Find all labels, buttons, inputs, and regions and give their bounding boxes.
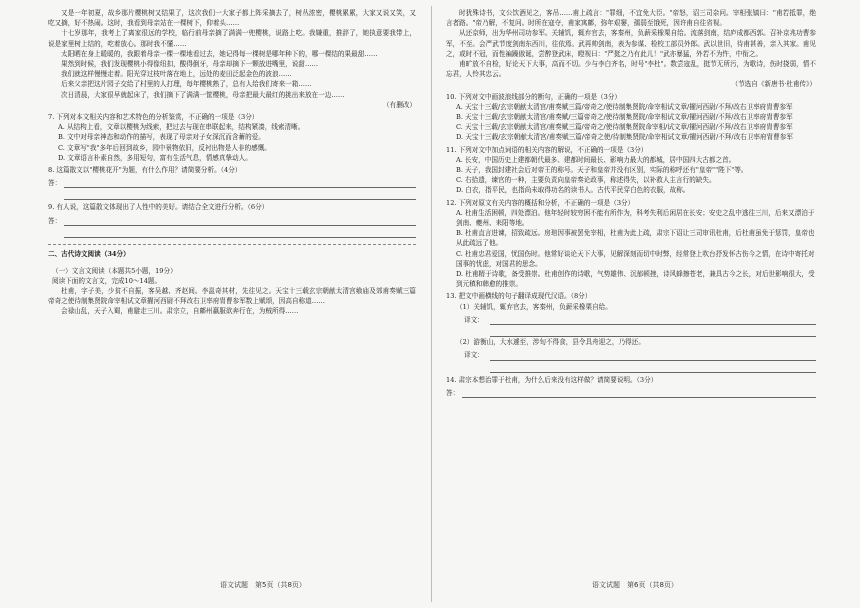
- question-12-option-a: A. 杜甫生活困顿，四处漂泊。他年轻时较穷困不能有所作为，科考失利后闲居在长安；安史之乱中逃往三川，后来又漂泊于剑南、夔州、耒阳等地。: [456, 208, 815, 228]
- classical-paragraph: 从还京师，出为华州司功参军。关辅饥，辄弃官去，客秦州，负薪采橡栗自给。流落剑南，结庐成都西郭。召补京兆功曹参军，不至。会严武节度剑南东西川，往依焉。武再帅剑南，表为参谋、检校工部员外郎。武以世旧，待甫甚善，亲入其家。甫见之，或时不冠，而性褊躁傲诞，尝醉登武床，瞪视曰："严挺之乃有此儿！"武亦暴猛，外若不为忤，中衔之。: [446, 29, 816, 58]
- question-13-sentence-2: （2）游衡山，大水遽至，涉旬不得食，县令具舟迎之，乃得还。: [456, 338, 645, 347]
- passage-paragraph: 果然到时候，我们发现樱桃小得像纽扣，酸得倒牙，母亲却摘下一颗放进嘴里，说甜……: [61, 60, 319, 69]
- question-11-stem: 11. 下列对文中加点词语的相关内容的解说，不正确的一项是（3分）: [446, 145, 648, 154]
- question-11-option-b: B. 天子，我国封建社会后对帝王的称号。天子和皇帝并没有区别，实际的称呼还有"皇帝""陛下"等。: [456, 166, 748, 175]
- question-10-stem: 10. 下列对文中画波浪线部分的断句，正确的一项是（3分）: [446, 92, 622, 101]
- classical-paragraph: 会禄山乱，天子入蜀，甫避走三川。肃宗立，自鄜州羸服欲奔行在，为贼所得……: [61, 307, 299, 316]
- classical-paragraph: 杜甫，字子美，少贫不自振，客吴越、齐赵间。李邕奇其材，先往见之。天宝十三载玄宗朝献太清宫飨庙及郊甫奏赋三篇帝奇之使待制集贤院命宰相试文章擢河西尉不拜改右卫率府胄曹参军数上赋颂，因高自称道……: [48, 287, 416, 306]
- right-page: [446, 8, 816, 580]
- answer-line: [64, 178, 416, 188]
- answer-label: 答：: [48, 179, 62, 188]
- answer-label: 译文：: [464, 351, 484, 360]
- question-13-sentence-1: （1）关辅饥，辄弃官去，客秦州，负薪采橡栗自给。: [456, 302, 612, 311]
- page-divider: [431, 6, 432, 602]
- classical-paragraph: 甫旷放不自检，好论天下大事，高而不切。少与李白齐名，时号"李杜"。数尝寇乱，挺节无所污，为歌诗，伤时挠弱，情不忘君，人怜其忠云。: [446, 60, 816, 79]
- subsection-title: （一）文言文阅读（本题共5小题，19分）: [52, 266, 177, 275]
- question-9-stem: 9. 有人说，这篇散文体现出了人性中的美好。请结合全文进行分析。（6分）: [48, 203, 269, 212]
- classical-source-note: （节选自《新唐书·杜甫传》）: [731, 80, 816, 89]
- question-12-option-b: B. 杜甫直言进谏，招致疏远。房琯因事被罢免宰相，杜甫为此上疏，肃宗下诏让三司审讯杜甫，后杜甫虽免于惩罚，皇帝也从此疏远了他。: [456, 229, 815, 248]
- question-10-option-b: B. 天宝十三载/玄宗朝献太清宫/甫奏赋/三篇帝奇之/使待制集贤院/命宰相试文章/擢河西尉/不拜/改右卫率府胄曹参军: [456, 113, 793, 122]
- question-13-1-answer-area: [446, 315, 816, 325]
- question-14-answer-area: [446, 388, 816, 398]
- section-divider: [48, 244, 416, 245]
- passage-paragraph: 十七岁那年，我考上了离家很远的学校，临行前母亲摘了满满一兜樱桃，说路上吃。我嫌重，推辞了，她执意要我带上，说是家里树上结的，吃着放心。那时我不懂……: [48, 29, 416, 48]
- instruction: 阅读下面的文言文，完成10～14题。: [52, 276, 162, 285]
- page-footer-left: 语文试题 第5页（共8页）: [220, 581, 306, 589]
- answer-label: 答：: [446, 388, 460, 397]
- answer-label: 答：: [48, 216, 62, 225]
- question-11-option-d: D. 白衣，指平民，也指尚未取得功名的读书人。古代平民穿白色的衣服，故称。: [456, 186, 690, 195]
- question-7-option-c: C. 文章写"我"多年后回到故乡，园中景物依旧，反衬出物是人非的感慨。: [58, 143, 271, 152]
- question-11-option-c: C. 右拾遗，谏官的一种，主要负责向皇帝奏论政事，称述得失，以补救人主言行的缺失。: [456, 176, 716, 185]
- question-7-stem: 7. 下列对本文相关内容和艺术特色的分析鉴赏，不正确的一项是（3分）: [48, 113, 259, 122]
- answer-line: [64, 216, 416, 226]
- question-13-2-answer-area: [446, 350, 816, 360]
- page-footer-right: 语文试题 第6页（共8页）: [592, 581, 678, 589]
- answer-line: [490, 351, 816, 361]
- section-title: 二、古代诗文阅读（34分）: [48, 249, 130, 258]
- passage-paragraph: 太阳晒在身上暖暖的，我跟着母亲一棵一棵地看过去，她记得每一棵树是哪年种下的，哪一棵结的果最甜……: [61, 49, 378, 58]
- passage-paragraph: 后来父亲把这片园子交给了村里的人打理，每年樱桃熟了，总有人给我们寄来一箱……: [61, 80, 312, 89]
- answer-label: 译文：: [464, 315, 484, 324]
- question-10-option-c: C. 天宝十三载/玄宗朝献太清宫/甫奏赋三篇/帝奇之/使待制集贤院命宰相/试文章/擢河西尉/不拜/改右卫率府胄曹参军: [456, 123, 793, 132]
- question-10-option-a: A. 天宝十三载/玄宗朝献太清宫/甫奏赋三篇/帝奇之/使待制集贤院/命宰相试文章/擢河西尉/不拜/改右卫率府胄曹参军: [456, 102, 793, 111]
- question-7-option-a: A. 从结构上看，文章以樱桃为线索，把过去与现在串联起来，结构紧凑，线索清晰。: [58, 123, 305, 132]
- question-14-stem: 14. 肃宗本想治罪于杜甫，为什么后来没有这样做？请简要说明。（3分）: [446, 375, 658, 384]
- question-7-option-d: D. 文章语言朴素自然，多用短句，富有生活气息，情感真挚动人。: [58, 153, 252, 162]
- passage-paragraph: 我们就这样慢慢走着。阳光穿过枝叶落在地上，远处的麦田泛起金色的波浪……: [61, 70, 292, 79]
- question-10-option-d: D. 天宝十三载/玄宗朝献太清宫/甫奏赋三篇/帝奇之使/待制集贤院/命宰相试文章/擢河西尉/不拜/改右卫率府胄曹参军: [456, 133, 793, 142]
- passage-paragraph: 又是一年初夏，故乡那片樱桃树又结果了，这次我们一大家子都上阵采摘去了，树丛浓密，樱桃累累，大家又说又笑，又吃又摘，好不热闹。这时，我看到母亲站在一棵树下，仰着头……: [48, 9, 416, 28]
- question-11-option-a: A. 长安，中国历史上建都朝代最多、建都时间最长、影响力最大的都城，居中国四大古都之首。: [456, 155, 736, 164]
- question-9-answer-area: [48, 216, 416, 226]
- answer-line: [490, 315, 816, 325]
- question-13-stem: 13. 把文中画横线的句子翻译成现代汉语。（8分）: [446, 292, 592, 301]
- answer-line: [64, 188, 416, 200]
- question-12-option-c: C. 杜甫忠君爱国，忧国伤时。他常好谈论天下大事，见解深刻而切中时弊，经常登上吹台抒发怀古伤今之情，在诗中寄托对国事的忧虑，对国君的思念。: [456, 249, 815, 268]
- answer-line: [64, 226, 416, 238]
- classical-paragraph: 时犹殊诗书，文公饮酒见之，客吊……甫上疏言："罪细，不宜免大臣。"帝怒，诏三司杂问。宰相张镐曰："甫若抵罪，绝言者路。"帝乃解，不复问。时所在寇夺，甫家寓鄜，弥年艰窭，孺弱至饿死，因许甫自往省视。: [446, 9, 816, 28]
- answer-line: [490, 361, 816, 373]
- question-12-option-d: D. 杜甫精于诗歌，备受推崇。杜甫创作的诗歌，气势雄伟、沉郁顿挫，诗风蜂擦苍老，兼具古今之长，对后世影响很大，受到元稹和韩愈的推崇。: [456, 270, 815, 289]
- question-7-option-b: B. 文中对母亲神态和动作的描写，表现了母亲对子女深沉而含蓄的爱。: [58, 133, 265, 142]
- answer-line: [490, 325, 816, 337]
- question-8-answer-area: [48, 178, 416, 188]
- passage-source: （有删改）: [383, 100, 416, 109]
- passage-paragraph: 次日清晨，大家很早就起床了，我们摘下了满满一筐樱桃，母亲把最大最红的挑出来放在一边……: [61, 90, 345, 99]
- question-12-stem: 12. 下列对原文有关内容的概括和分析，不正确的一项是（3分）: [446, 198, 635, 207]
- answer-line: [462, 388, 816, 398]
- question-8-stem: 8. 这篇散文以"樱桃花开"为题，有什么作用？请简要分析。（4分）: [48, 166, 242, 175]
- left-page: [48, 8, 416, 580]
